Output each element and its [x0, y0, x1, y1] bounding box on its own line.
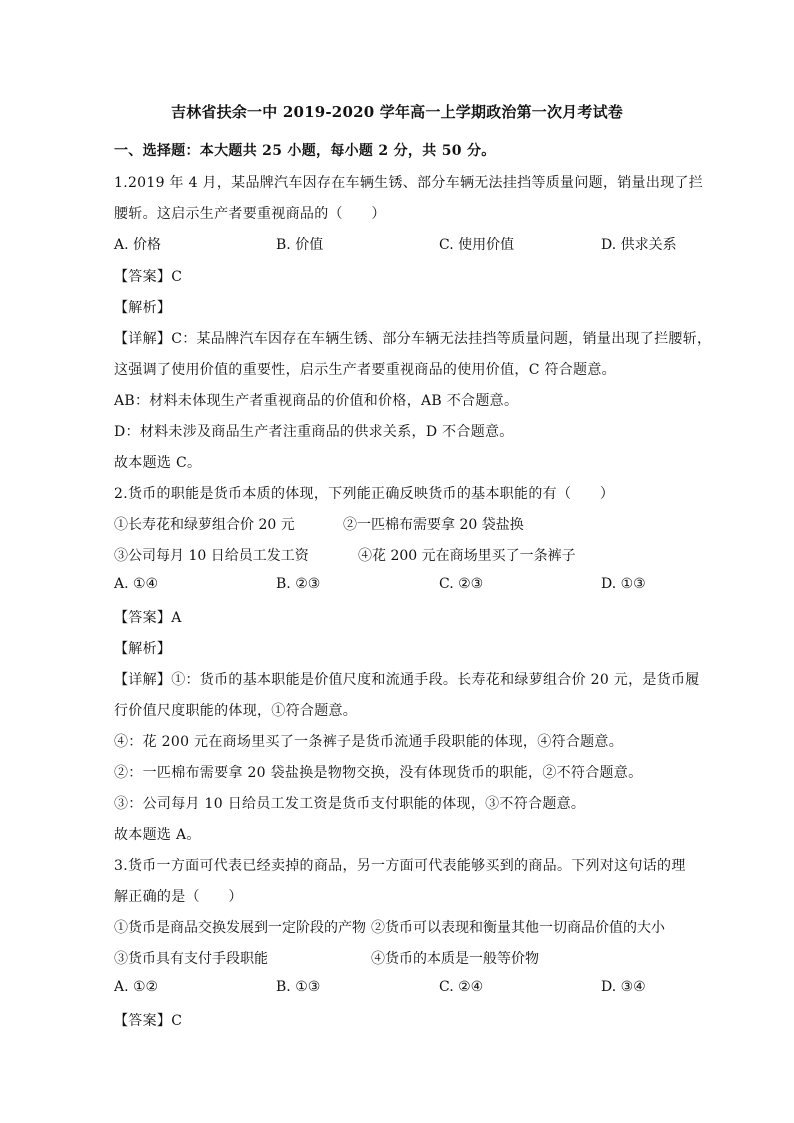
- q1-stem-line1: 1.2019 年 4 月，某品牌汽车因存在车辆生锈、部分车辆无法挂挡等质量问题，销量出现了拦: [114, 175, 704, 191]
- q1-option-c: C. 使用价值: [439, 237, 515, 253]
- q3-option-b: B. ①③: [276, 979, 321, 995]
- q1-detail-line3: AB：材料未体现生产者重视商品的价值和价格，AB 不合题意。: [114, 393, 519, 409]
- q2-choice-1: ①长寿花和绿萝组合价 20 元: [114, 517, 295, 533]
- q1-stem-line2: 腰斩。这启示生产者要重视商品的（ ）: [114, 206, 386, 222]
- q1-answer: 【答案】C: [114, 269, 183, 285]
- q1-analysis-label: 【解析】: [114, 300, 172, 316]
- q1-option-a: A. 价格: [114, 237, 162, 253]
- q1-option-b: B. 价值: [276, 237, 324, 253]
- q2-option-a: A. ①④: [114, 576, 159, 592]
- q3-choice-4: ④货币的本质是一般等价物: [371, 951, 539, 967]
- q2-detail-line2: 行价值尺度职能的体现，①符合题意。: [114, 703, 358, 719]
- page-title: 吉林省扶余一中 2019-2020 学年高一上学期政治第一次月考试卷: [171, 103, 623, 121]
- q3-answer: 【答案】C: [114, 1013, 183, 1029]
- q2-detail-line1: 【详解】①：货币的基本职能是价值尺度和流通手段。长寿花和绿萝组合价 20 元，是货币履: [114, 672, 700, 688]
- q3-choice-2: ②货币可以表现和衡量其他一切商品价值的大小: [371, 920, 665, 936]
- q1-detail-line2: 这强调了使用价值的重要性，启示生产者要重视商品的使用价值，C 符合题意。: [114, 362, 616, 378]
- q3-option-c: C. ②④: [439, 979, 484, 995]
- q1-detail-line4: D：材料未涉及商品生产者注重商品的供求关系，D 不合题意。: [114, 424, 514, 440]
- q3-choice-1: ①货币是商品交换发展到一定阶段的产物: [114, 920, 366, 936]
- q2-option-c: C. ②③: [439, 576, 484, 592]
- q3-stem-line1: 3.货币一方面可代表已经卖掉的商品，另一方面可代表能够买到的商品。下列对这句话的理: [114, 858, 686, 874]
- q3-option-a: A. ①②: [114, 979, 159, 995]
- q2-analysis-label: 【解析】: [114, 641, 172, 657]
- q2-detail-line3: ④：花 200 元在商场里买了一条裤子是货币流通手段职能的体现，④符合题意。: [114, 734, 624, 750]
- section-heading: 一、选择题：本大题共 25 小题，每小题 2 分，共 50 分。: [114, 143, 496, 159]
- q2-choice-4: ④花 200 元在商场里买了一条裤子: [358, 548, 576, 564]
- q2-choice-2: ②一匹棉布需要拿 20 袋盐换: [343, 517, 524, 533]
- q2-choice-3: ③公司每月 10 日给员工发工资: [114, 548, 309, 564]
- q2-stem: 2.货币的职能是货币本质的体现，下列能正确反映货币的基本职能的有（ ）: [114, 486, 615, 502]
- q2-detail-line4: ②：一匹棉布需要拿 20 袋盐换是物物交换，没有体现货币的职能，②不符合题意。: [114, 765, 643, 781]
- q1-option-d: D. 供求关系: [601, 237, 677, 253]
- q1-detail-line1: 【详解】C：某品牌汽车因存在车辆生锈、部分车辆无法挂挡等质量问题，销量出现了拦腰斩，: [114, 331, 712, 347]
- q2-detail-line5: ③：公司每月 10 日给员工发工资是货币支付职能的体现，③不符合题意。: [114, 796, 586, 812]
- q2-option-b: B. ②③: [276, 576, 321, 592]
- q2-answer: 【答案】A: [114, 610, 182, 626]
- q3-choice-3: ③货币具有支付手段职能: [114, 951, 268, 967]
- q3-stem-line2: 解正确的是（ ）: [114, 889, 243, 905]
- q2-conclusion: 故本题选 A。: [114, 827, 201, 843]
- q3-option-d: D. ③④: [601, 979, 646, 995]
- q1-conclusion: 故本题选 C。: [114, 455, 202, 471]
- q2-option-d: D. ①③: [601, 576, 646, 592]
